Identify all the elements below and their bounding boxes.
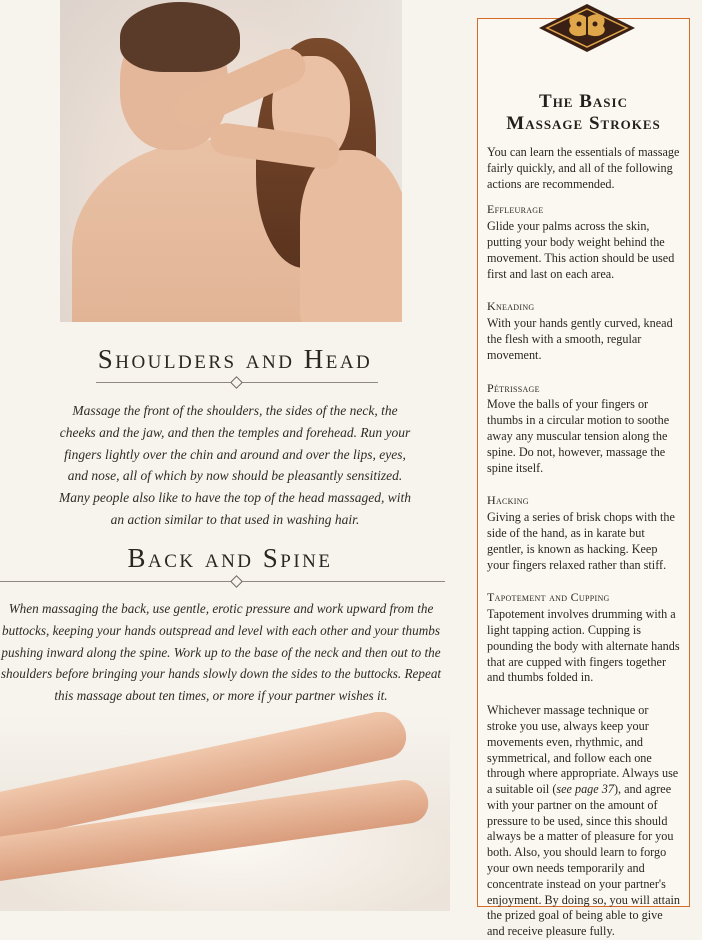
legs-photo xyxy=(0,712,450,911)
back-paragraph: When massaging the back, use gentle, erotic pressure and work upward from the buttocks, keeping your hands outspread and level with each other and your thumbs pushing inward along the spine. Work up to the base of the neck and then out to the shoulders before bringing your hands slowly down the sides to the buttocks. Repeat this massage about ten times, or more if your partner wishes it. xyxy=(0,601,442,704)
shoulders-paragraph: Massage the front of the shoulders, the sides of the neck, the cheeks and the jaw, and then the temples and forehead. Run your fingers lightly over the chin and around and over the lips, eyes, and nose, all of which by now should be pleasantly sensitized. Many people also like to have the top of the head massaged, with an action similar to that used in washing hair. xyxy=(58,403,412,527)
stroke-description: Giving a series of brisk chops with the side of the hand, as in karate but gentler, is known as hacking. Keep your fingers relaxed rather than stiff. xyxy=(487,510,675,572)
divider xyxy=(0,581,445,582)
stroke-name: Tapotement and Cupping xyxy=(487,590,610,605)
couple-massage-photo xyxy=(60,0,402,322)
stroke-tapotement xyxy=(487,590,680,686)
stroke-name: Effleurage xyxy=(487,202,544,217)
stroke-effleurage xyxy=(487,202,680,282)
stroke-description: Tapotement involves drumming with a light tapping action. Cupping is pounding the body with alternate hands that are cupped with fingers together and thumbs folded in. xyxy=(487,607,680,685)
section-heading-back: Back and Spine xyxy=(127,543,333,573)
diamond-ornament-icon xyxy=(230,376,243,389)
stroke-kneading xyxy=(487,299,680,363)
stroke-name: Kneading xyxy=(487,299,535,314)
stroke-description: Glide your palms across the skin, putting your body weight behind the movement. This action should be used first and last on each area. xyxy=(487,219,675,281)
stroke-name: Pétrissage xyxy=(487,380,540,395)
sidebar-intro: You can learn the essentials of massage fairly quickly, and all of the following actions are recommended. xyxy=(487,145,680,191)
section-heading-shoulders: Shoulders and Head xyxy=(97,344,373,374)
diamond-ornament-icon xyxy=(230,575,243,588)
stroke-petrissage xyxy=(487,381,680,477)
stroke-description: Move the balls of your fingers or thumbs in a circular motion to soothe away any muscular tension along the spine. Do not, however, massage the spine itself. xyxy=(487,397,670,475)
stroke-description: With your hands gently curved, knead the flesh with a smooth, regular movement. xyxy=(487,316,673,362)
sidebar-closing: Whichever massage technique or stroke you use, always keep your movements even, rhythmic, and symmetrical, and follow each one through where appropriate. Always use a suitable oil (see page 37), and agree with your partner on the amount of pressure to be used, since this should always be a matter of pleasure for you both. Also, you should learn to forgo your own needs temporarily and concentrate instead on your partner's enjoyment. By doing so, you will attain the prized goal of being able to give and receive pleasure fully. xyxy=(487,703,680,939)
page-reference: see page 37 xyxy=(556,782,614,797)
sidebar-title: The Basic Massage Strokes xyxy=(506,91,661,134)
stroke-hacking xyxy=(487,493,680,573)
butterfly-emblem-icon xyxy=(537,2,637,54)
massage-strokes-sidebar xyxy=(477,18,690,939)
stroke-name: Hacking xyxy=(487,493,529,508)
